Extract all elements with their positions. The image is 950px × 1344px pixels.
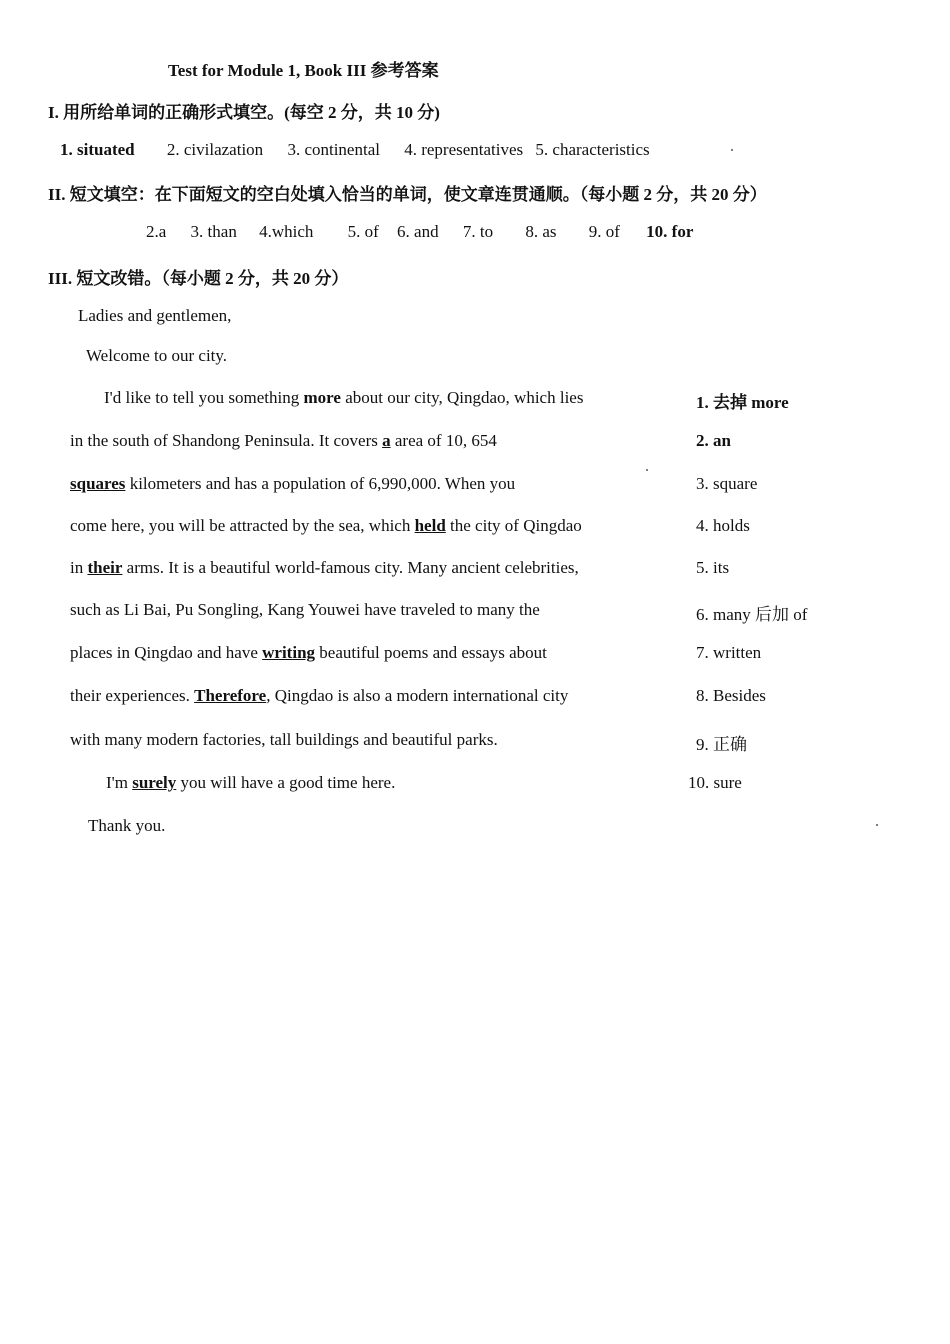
line-text: , Qingdao is also a modern international city [266, 686, 569, 705]
line-text: in the south of Shandong Peninsula. It covers [70, 431, 383, 450]
answer-item: 10. for [646, 222, 694, 241]
answer-item: 3. continental [287, 140, 380, 159]
line-text: such as Li Bai, Pu Songling, Kang Youwei have traveled to many the [70, 600, 540, 619]
scan-speck [646, 469, 648, 471]
passage-line [70, 730, 498, 750]
page-title: Test for Module 1, Book III 参考答案 [168, 61, 439, 80]
error-word: a [382, 431, 391, 450]
line-text: kilometers and has a population of 6,990,000. When you [125, 474, 516, 493]
answer-item: 1. situated [60, 140, 135, 159]
correction-item: 6. many 后加 of [696, 605, 808, 624]
scan-speck [731, 149, 733, 151]
greeting-line: Ladies and gentlemen, [78, 306, 232, 325]
correction-item: 2. an [696, 431, 731, 450]
line-text: their experiences. [70, 686, 195, 705]
passage-line [70, 516, 582, 536]
passage-line [104, 388, 583, 408]
welcome-line: Welcome to our city. [86, 346, 228, 365]
answer-item: 3. than [190, 222, 237, 241]
answer-item: 2.a [146, 222, 167, 241]
line-text: about our city, Qingdao, which lies [340, 388, 584, 407]
correction-item: 5. its [696, 558, 730, 577]
error-word: writing [262, 643, 316, 662]
passage-line [70, 686, 568, 706]
answer-item: 9. of [588, 222, 620, 241]
correction-item: 10. sure [688, 773, 742, 792]
answer-item: 6. and [397, 222, 439, 241]
correction-item: 7. written [696, 643, 762, 662]
section-3-heading: III. 短文改错。（每小题 2 分，共 20 分） [48, 269, 349, 288]
line-text: you will have a good time here. [176, 773, 396, 792]
section-2-heading: II. 短文填空：在下面短文的空白处填入恰当的单词，使文章连贯通顺。（每小题 2 分，共 20 分） [48, 185, 767, 204]
answer-item: 2. civilazation [166, 140, 264, 159]
passage-line [70, 558, 579, 578]
scan-speck [876, 824, 878, 826]
passage-line [70, 643, 547, 663]
answer-item: 4. representatives [404, 140, 524, 159]
section-2-answers [146, 222, 693, 242]
line-text: area of 10, 654 [390, 431, 497, 450]
line-text: in [70, 558, 88, 577]
line-text: I'd like to tell you something [104, 388, 304, 407]
error-word: held [414, 516, 446, 535]
passage-line [70, 474, 515, 494]
answer-item: 5. of [347, 222, 379, 241]
line-text: arms. It is a beautiful world-famous city. Many ancient celebrities, [122, 558, 579, 577]
section-1-heading: I. 用所给单词的正确形式填空。(每空 2 分，共 10 分) [48, 103, 440, 122]
answer-item: 4.which [259, 222, 314, 241]
correction-item: 9. 正确 [696, 735, 747, 754]
correction-item: 3. square [696, 474, 758, 493]
section-1-answers [60, 140, 650, 160]
line-text: beautiful poems and essays about [315, 643, 547, 662]
correction-item: 8. Besides [696, 686, 766, 705]
answer-item: 8. as [525, 222, 557, 241]
answer-item: 5. characteristics [535, 140, 650, 159]
passage-line [70, 431, 497, 451]
correction-item: 1. 去掉 more [696, 393, 789, 412]
passage-line [106, 773, 395, 793]
error-word: Therefore [194, 686, 267, 705]
error-word: surely [132, 773, 177, 792]
answer-item: 7. to [462, 222, 494, 241]
line-text: with many modern factories, tall buildings and beautiful parks. [70, 730, 498, 749]
error-word: their [87, 558, 123, 577]
closing-line: Thank you. [88, 816, 166, 835]
passage-line [70, 600, 540, 620]
line-text: the city of Qingdao [445, 516, 582, 535]
line-text: places in Qingdao and have [70, 643, 263, 662]
line-text: come here, you will be attracted by the sea, which [70, 516, 415, 535]
line-text: I'm [106, 773, 133, 792]
correction-item: 4. holds [696, 516, 750, 535]
error-word: more [303, 388, 341, 407]
error-word: squares [70, 474, 126, 493]
